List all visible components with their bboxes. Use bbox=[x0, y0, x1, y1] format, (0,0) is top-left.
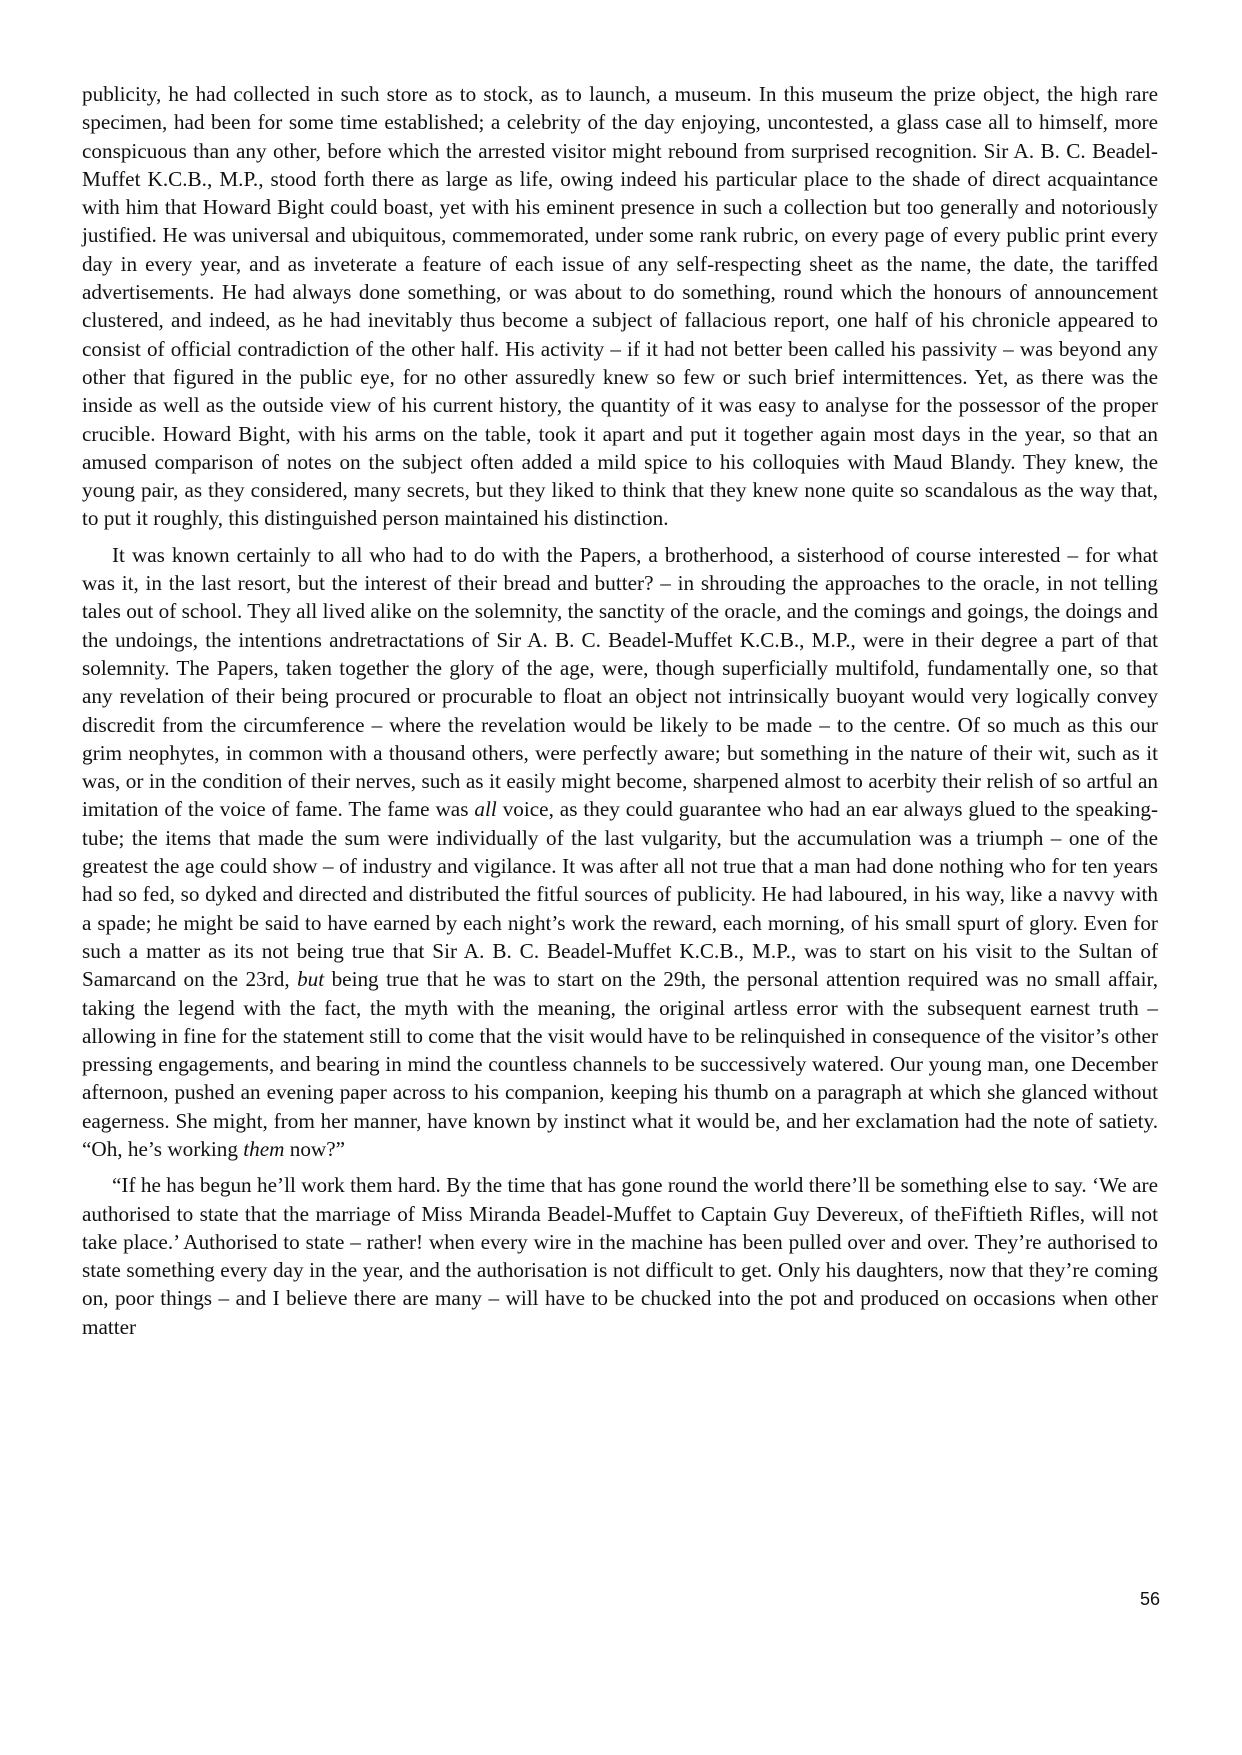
text-run: It was known certainly to all who had to do with the Papers, a brotherhood, a sisterhood of course interested – for what was it, in the last resort, but the interest of their bread and butter? – in shrouding the approaches to the oracle, in not telling tales out of school. They all lived alike on the solemnity, the sanctity of the oracle, and the comings and goings, the doings and the undoings, the intentions andretractations of Sir A. B. C. Beadel-Muffet K.C.B., M.P., were in their degree a part of that solemnity. The Papers, taken together the glory of the age, were, though superficially multifold, fundamentally one, so that any revelation of their being procured or procurable to float an object not intrinsically buoyant would very logically convey discredit from the circumference – where the revelation would be likely to be made – to the centre. Of so much as this our grim neophytes, in common with a thousand others, were perfectly aware; but something in the nature of their wit, such as it was, or in the condition of their nerves, such as it easily might become, sharpened almost to acerbity their relish of so artful an imitation of the voice of fame. The fame was bbox=[82, 542, 1158, 822]
paragraph bbox=[82, 541, 1158, 1164]
text-run: “If he has begun he’ll work them hard. By the time that has gone round the world there’ll be something else to say. ‘We are authorised to state that the marriage of Miss Miranda Beadel-Muffet to Captain Guy Devereux, of theFiftieth Rifles, will not take place.’ Authorised to state – rather! when every wire in the machine has been pulled over and over. They’re authorised to state something every day in the year, and the authorisation is not difficult to get. Only his daughters, now that they’re coming on, poor things – and I believe there are many – will have to be chucked into the pot and produced on occasions when other matter bbox=[82, 1173, 1158, 1339]
paragraph bbox=[82, 80, 1158, 533]
italic-text: but bbox=[297, 967, 325, 992]
text-run: voice, as they could guarantee who had an ear always glued to the speaking-tube; the items that made the sum were individually of the last vulgarity, but the accumulation was a triumph – one of the greatest the age could show – of industry and vigilance. It was after all not true that a man had done nothing who for ten years had so fed, so dyked and directed and distributed the fitful sources of publicity. He had laboured, in his way, like a navvy with a spade; he might be said to have earned by each night’s work the reward, each morning, of his small spurt of glory. Even for such a matter as its not being true that Sir A. B. C. Beadel-Muffet K.C.B., M.P., was to start on his visit to the Sultan of Samarcand on the 23rd, bbox=[82, 797, 1159, 992]
text-run: being true that he was to start on the 29th, the personal attention required was no small affair, taking the legend with the fact, the myth with the meaning, the original artless error with the subsequent earnest truth – allowing in fine for the statement still to come that the visit would have to be relinquished in consequence of the visitor’s other pressing engagements, and bearing in mind the countless channels to be successively watered. Our young man, one December afternoon, pushed an evening paper across to his companion, keeping his thumb on a paragraph at which she glanced without eagerness. She might, from her manner, have known by instinct what it would be, and her exclamation had the note of satiety. “Oh, he’s working bbox=[82, 967, 1158, 1161]
paragraph bbox=[82, 1171, 1158, 1341]
text-run: publicity, he had collected in such store as to stock, as to launch, a museum. In this museum the prize object, the high rare specimen, had been for some time established; a celebrity of the day enjoying, uncontested, a glass case all to himself, more conspicuous than any other, before which the arrested visitor might rebound from surprised recognition. Sir A. B. C. Beadel-Muffet K.C.B., M.P., stood forth there as large as life, owing indeed his particular place to the shade of direct acquaintance with him that Howard Bight could boast, yet with his eminent presence in such a collection but too generally and notoriously justified. He was universal and ubiquitous, commemorated, under some rank rubric, on every page of every public print every day in every year, and as inveterate a feature of each issue of any self-respecting sheet as the name, the date, the tariffed advertisements. He had always done something, or was about to do something, round which the honours of announcement clustered, and indeed, as he had inevitably thus become a subject of fallacious report, one half of his chronicle appeared to consist of official contradiction of the other half. His activity – if it had not better been called his passivity – was beyond any other that figured in the public eye, for no other assuredly knew so few or such brief intermittences. Yet, as there was the inside as well as the outside view of his current history, the quantity of it was easy to analyse for the possessor of the proper crucible. Howard Bight, with his arms on the table, took it apart and put it together again most days in the year, so that an amused comparison of notes on the subject often added a mild spice to his colloquies with Maud Blandy. They knew, the young pair, as they considered, many secrets, but they liked to think that they knew none quite so scandalous as the way that, to put it roughly, this distinguished person maintained his distinction. bbox=[82, 82, 1158, 531]
italic-text: all bbox=[474, 797, 497, 822]
italic-text: them bbox=[243, 1136, 285, 1161]
text-run: now?” bbox=[284, 1136, 346, 1161]
page-number: 56 bbox=[1139, 1589, 1160, 1609]
document-page bbox=[82, 80, 1158, 1349]
body-text bbox=[82, 80, 1158, 1341]
